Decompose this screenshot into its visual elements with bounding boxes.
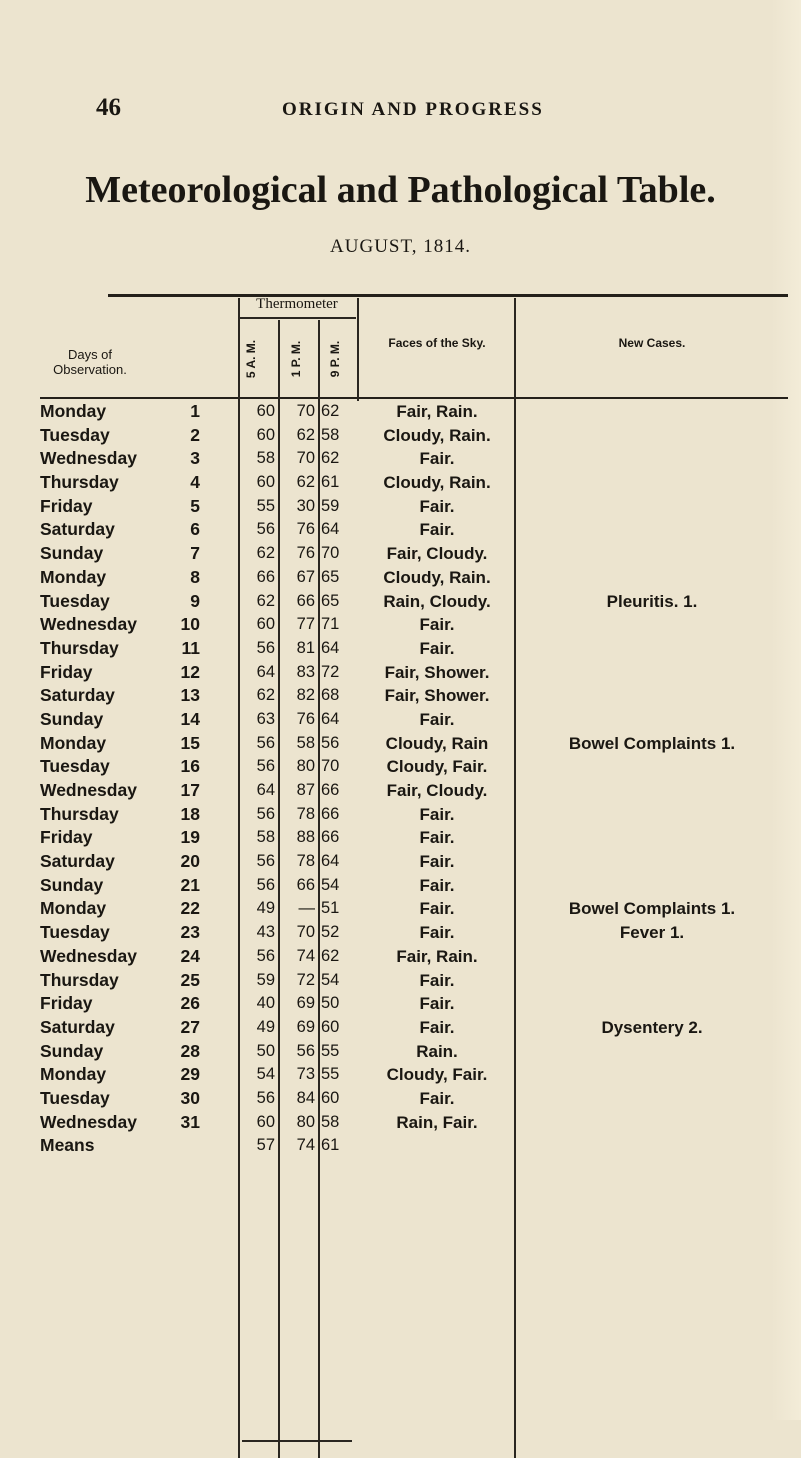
temp-5am: 60: [256, 473, 275, 492]
temp-1pm: 80: [296, 757, 315, 776]
means-rule: [242, 1440, 352, 1442]
running-header: [0, 94, 801, 124]
table-row: [40, 1111, 788, 1135]
temp-9pm: 65: [321, 567, 340, 586]
temp-5am: 58: [256, 449, 275, 468]
table-row: [40, 969, 788, 993]
table-row: [40, 921, 788, 945]
temp-9pm: 62: [321, 449, 340, 468]
temp-9pm: 54: [321, 875, 340, 894]
pm1-header: 1 P. M.: [289, 340, 303, 378]
day-name: Tuesday: [40, 922, 110, 943]
temp-5am: 54: [256, 1065, 275, 1084]
cases-cell: Dysentery 2.: [601, 1017, 703, 1037]
temp-5am: 58: [256, 828, 275, 847]
page-number: 46: [96, 94, 121, 121]
day-number: 7: [190, 543, 200, 564]
cases-column-header: New Cases.: [618, 336, 686, 350]
temp-9pm: 64: [321, 520, 340, 539]
day-name: Tuesday: [40, 756, 110, 777]
table-row: [40, 542, 788, 566]
temp-5am: 55: [256, 496, 275, 515]
sky-cell: Fair.: [419, 496, 455, 516]
day-name: Wednesday: [40, 614, 137, 635]
day-number: 17: [180, 780, 200, 800]
temp-9pm: 68: [321, 686, 340, 705]
sky-cell: Fair.: [419, 1017, 455, 1037]
temp-1pm: 72: [296, 970, 315, 989]
temp-5am: 62: [256, 544, 275, 563]
temp-1pm: 62: [296, 473, 315, 492]
day-name: Monday: [40, 401, 107, 421]
temp-9pm: 58: [321, 1112, 340, 1131]
temp-1pm: 69: [296, 1017, 315, 1036]
sky-cell: Cloudy, Fair.: [386, 1065, 488, 1085]
temp-9pm: 50: [321, 994, 340, 1013]
cases-cell: Bowel Complaints 1.: [568, 733, 736, 753]
temp-9pm: 52: [321, 923, 340, 942]
temp-5am: 56: [256, 638, 275, 657]
sky-cell: Fair.: [419, 970, 455, 990]
day-number: 27: [180, 1016, 200, 1037]
day-number: 13: [180, 685, 200, 706]
temp-9pm: 70: [321, 544, 340, 563]
sky-cell: Fair.: [419, 804, 455, 824]
temp-9pm: 59: [321, 496, 340, 515]
temp-9pm: 66: [321, 781, 340, 799]
temp-9pm: 64: [321, 852, 340, 871]
sky-cell: Fair, Rain.: [396, 946, 478, 966]
table-row: [40, 850, 788, 874]
table-row: [40, 1016, 788, 1040]
data-table: [40, 400, 788, 1158]
mean-1pm: 74: [296, 1136, 315, 1155]
temp-1pm: 66: [296, 591, 315, 610]
day-name: Thursday: [40, 969, 119, 990]
sky-cell: Rain.: [416, 1041, 458, 1061]
temp-1pm: 30: [296, 496, 315, 515]
temp-5am: 49: [256, 1017, 275, 1036]
temp-5am: 60: [256, 425, 275, 444]
day-number: 29: [180, 1064, 200, 1085]
table-row: [40, 566, 788, 590]
temp-9pm: 72: [321, 662, 340, 681]
day-number: 24: [180, 945, 200, 966]
day-name: Sunday: [40, 1040, 104, 1061]
temp-9pm: 66: [321, 828, 340, 847]
temp-5am: 62: [256, 686, 275, 705]
temp-1pm: 70: [296, 449, 315, 468]
sky-cell: Cloudy, Rain.: [383, 473, 491, 493]
temp-5am: 43: [256, 923, 275, 942]
day-name: Saturday: [40, 519, 115, 540]
day-number: 25: [180, 969, 200, 990]
table-row: [40, 708, 788, 732]
day-name: Saturday: [40, 1016, 115, 1037]
day-name: Thursday: [40, 803, 119, 824]
table-row: [40, 1087, 788, 1111]
day-name: Sunday: [40, 708, 104, 729]
sky-cell: Cloudy, Fair.: [386, 757, 488, 777]
day-number: 4: [190, 472, 200, 493]
day-number: 28: [180, 1040, 200, 1061]
temp-1pm: 80: [296, 1112, 315, 1131]
table-row: [40, 684, 788, 708]
thermometer-underline: [238, 317, 356, 319]
top-rule: [108, 294, 788, 297]
temp-9pm: 62: [321, 402, 340, 420]
temp-9pm: 65: [321, 591, 340, 610]
day-name: Saturday: [40, 685, 115, 706]
am5-header: 5 A. M.: [244, 339, 259, 379]
day-number: 30: [180, 1087, 200, 1108]
temp-1pm: 56: [296, 1041, 315, 1060]
day-number: 26: [180, 993, 200, 1014]
temp-5am: 56: [256, 804, 275, 823]
temp-1pm: 67: [296, 567, 315, 586]
temp-5am: 56: [256, 1088, 275, 1107]
table-row: [40, 447, 788, 471]
table-row: [40, 755, 788, 779]
day-number: 12: [180, 661, 200, 682]
day-name: Friday: [40, 495, 93, 516]
day-number: 9: [190, 590, 200, 611]
day-name: Thursday: [40, 637, 119, 658]
table-row: [40, 803, 788, 827]
temp-9pm: 58: [321, 425, 340, 444]
sky-cell: Fair, Cloudy.: [386, 781, 488, 800]
sky-cell: Cloudy, Rain.: [383, 425, 491, 445]
day-number: 3: [190, 448, 200, 469]
day-name: Wednesday: [40, 1111, 137, 1132]
mean-5am: 57: [256, 1136, 275, 1155]
temp-1pm: 76: [296, 544, 315, 563]
means-label: Means: [40, 1135, 95, 1156]
pm9-header: 9 P. M.: [328, 340, 342, 378]
sky-cell: Fair.: [419, 709, 455, 729]
temp-1pm: 83: [296, 662, 315, 681]
table-row: [40, 992, 788, 1016]
temp-1pm: 62: [296, 425, 315, 444]
day-number: 18: [180, 803, 200, 824]
sky-cell: Fair.: [419, 899, 455, 919]
cases-cell: Pleuritis. 1.: [606, 591, 698, 611]
temp-1pm: 69: [296, 994, 315, 1013]
day-number: 15: [180, 732, 200, 753]
day-name: Friday: [40, 827, 93, 848]
day-number: 22: [180, 898, 200, 919]
day-number: 6: [190, 519, 200, 540]
day-number: 20: [180, 851, 200, 872]
table-row: [40, 518, 788, 542]
temp-9pm: 56: [321, 733, 340, 752]
temp-5am: 60: [256, 1112, 275, 1131]
day-name: Wednesday: [40, 945, 137, 966]
day-name: Monday: [40, 566, 107, 587]
temp-9pm: 54: [321, 970, 340, 989]
temp-9pm: 60: [321, 1088, 340, 1107]
sky-cell: Fair, Shower.: [384, 662, 490, 682]
cases-cell: Bowel Complaints 1.: [568, 899, 736, 919]
temp-9pm: 64: [321, 709, 340, 728]
table-row: [40, 471, 788, 495]
day-name: Thursday: [40, 472, 119, 493]
temp-5am: 56: [256, 757, 275, 776]
sky-cell: Cloudy, Rain: [385, 733, 489, 753]
temp-1pm: 84: [296, 1088, 315, 1107]
day-name: Wednesday: [40, 780, 137, 800]
table-row: [40, 590, 788, 614]
day-name: Sunday: [40, 543, 104, 564]
temp-1pm: 58: [296, 733, 315, 752]
temp-5am: 56: [256, 875, 275, 894]
table-row: [40, 495, 788, 519]
day-number: 5: [190, 495, 200, 516]
sky-cell: Fair, Shower.: [384, 686, 490, 706]
temp-1pm: 78: [296, 852, 315, 871]
table-row: [40, 661, 788, 685]
sky-cell: Fair.: [419, 1088, 455, 1108]
temp-5am: 60: [256, 402, 275, 420]
temp-5am: 56: [256, 733, 275, 752]
table-row: [40, 874, 788, 898]
day-name: Monday: [40, 898, 107, 919]
day-name: Monday: [40, 732, 107, 753]
temp-1pm: —: [298, 899, 315, 918]
temp-1pm: 78: [296, 804, 315, 823]
day-name: Friday: [40, 993, 93, 1014]
temp-9pm: 71: [321, 615, 340, 634]
sky-cell: Fair.: [419, 449, 455, 469]
mean-9pm: 61: [321, 1136, 340, 1155]
day-name: Sunday: [40, 874, 104, 895]
temp-1pm: 81: [296, 638, 315, 657]
temp-9pm: 61: [321, 473, 340, 492]
sky-column-header: Faces of the Sky.: [388, 336, 486, 350]
temp-9pm: 51: [321, 899, 340, 918]
table-row: [40, 1063, 788, 1087]
running-title: ORIGIN AND PROGRESS: [282, 99, 544, 120]
table-row: [40, 424, 788, 448]
temp-5am: 49: [256, 899, 275, 918]
temp-1pm: 73: [296, 1065, 315, 1084]
sky-cell: Fair.: [419, 875, 455, 895]
day-number: 14: [180, 708, 200, 729]
temp-1pm: 70: [296, 402, 315, 420]
day-name: Monday: [40, 1064, 107, 1085]
temp-9pm: 64: [321, 638, 340, 657]
sky-cell: Rain, Cloudy.: [383, 591, 491, 611]
day-name: Wednesday: [40, 448, 137, 469]
day-name: Tuesday: [40, 424, 110, 445]
temp-1pm: 88: [296, 828, 315, 847]
temp-9pm: 55: [321, 1065, 340, 1084]
sky-cell: Fair.: [419, 520, 455, 540]
temp-5am: 62: [256, 591, 275, 610]
day-number: 11: [181, 637, 200, 658]
cases-cell: Fever 1.: [619, 923, 685, 943]
temp-5am: 66: [256, 567, 275, 586]
temp-9pm: 62: [321, 946, 340, 965]
sky-cell: Fair.: [419, 852, 455, 872]
temp-1pm: 82: [296, 686, 315, 705]
header-rule: [40, 397, 788, 399]
sky-cell: Fair.: [419, 923, 455, 943]
day-number: 10: [180, 614, 200, 635]
sky-cell: Cloudy, Rain.: [383, 567, 491, 587]
day-number: 1: [190, 401, 200, 421]
temp-5am: 63: [256, 709, 275, 728]
temp-9pm: 55: [321, 1041, 340, 1060]
thermometer-header: Thermometer: [256, 296, 338, 312]
temp-5am: 60: [256, 615, 275, 634]
temp-9pm: 60: [321, 1017, 340, 1036]
column-divider: [357, 298, 359, 401]
sky-cell: Fair.: [419, 994, 455, 1014]
day-number: 19: [180, 827, 200, 848]
sky-cell: Fair.: [419, 828, 455, 848]
temp-5am: 50: [256, 1041, 275, 1060]
temp-1pm: 87: [296, 781, 315, 799]
day-number: 2: [190, 424, 200, 445]
day-number: 23: [180, 922, 200, 943]
day-number: 8: [190, 566, 200, 587]
table-row: [40, 945, 788, 969]
day-name: Tuesday: [40, 1087, 110, 1108]
days-column-header: Days of Observation.: [53, 347, 127, 377]
table-row: [40, 400, 788, 424]
temp-5am: 59: [256, 970, 275, 989]
table-row: [40, 897, 788, 921]
table-row: [40, 1040, 788, 1064]
table-row: [40, 637, 788, 661]
day-name: Saturday: [40, 851, 115, 872]
day-number: 31: [180, 1111, 200, 1132]
temp-1pm: 74: [296, 946, 315, 965]
temp-1pm: 66: [296, 875, 315, 894]
day-name: Tuesday: [40, 590, 110, 611]
temp-5am: 56: [256, 520, 275, 539]
table-row: [40, 779, 788, 803]
temp-5am: 56: [256, 946, 275, 965]
temp-5am: 64: [256, 781, 275, 799]
day-number: 21: [180, 874, 200, 895]
temp-1pm: 76: [296, 520, 315, 539]
temp-5am: 40: [256, 994, 275, 1013]
temp-9pm: 66: [321, 804, 340, 823]
sky-cell: Fair, Rain.: [396, 402, 478, 421]
table-row: [40, 732, 788, 756]
sky-cell: Fair.: [419, 615, 455, 635]
temp-5am: 56: [256, 852, 275, 871]
means-row: [40, 1134, 788, 1158]
table-row: [40, 826, 788, 850]
sky-cell: Fair, Cloudy.: [386, 544, 488, 564]
temp-1pm: 70: [296, 923, 315, 942]
table-subtitle: AUGUST, 1814.: [330, 236, 471, 257]
table-row: [40, 613, 788, 637]
table-title: Meteorological and Pathological Table.: [85, 169, 716, 211]
sky-cell: Fair.: [419, 638, 455, 658]
sky-cell: Rain, Fair.: [396, 1112, 478, 1132]
temp-5am: 64: [256, 662, 275, 681]
day-name: Friday: [40, 661, 93, 682]
temp-9pm: 70: [321, 757, 340, 776]
temp-1pm: 77: [296, 615, 315, 634]
temp-1pm: 76: [296, 709, 315, 728]
day-number: 16: [180, 756, 200, 777]
